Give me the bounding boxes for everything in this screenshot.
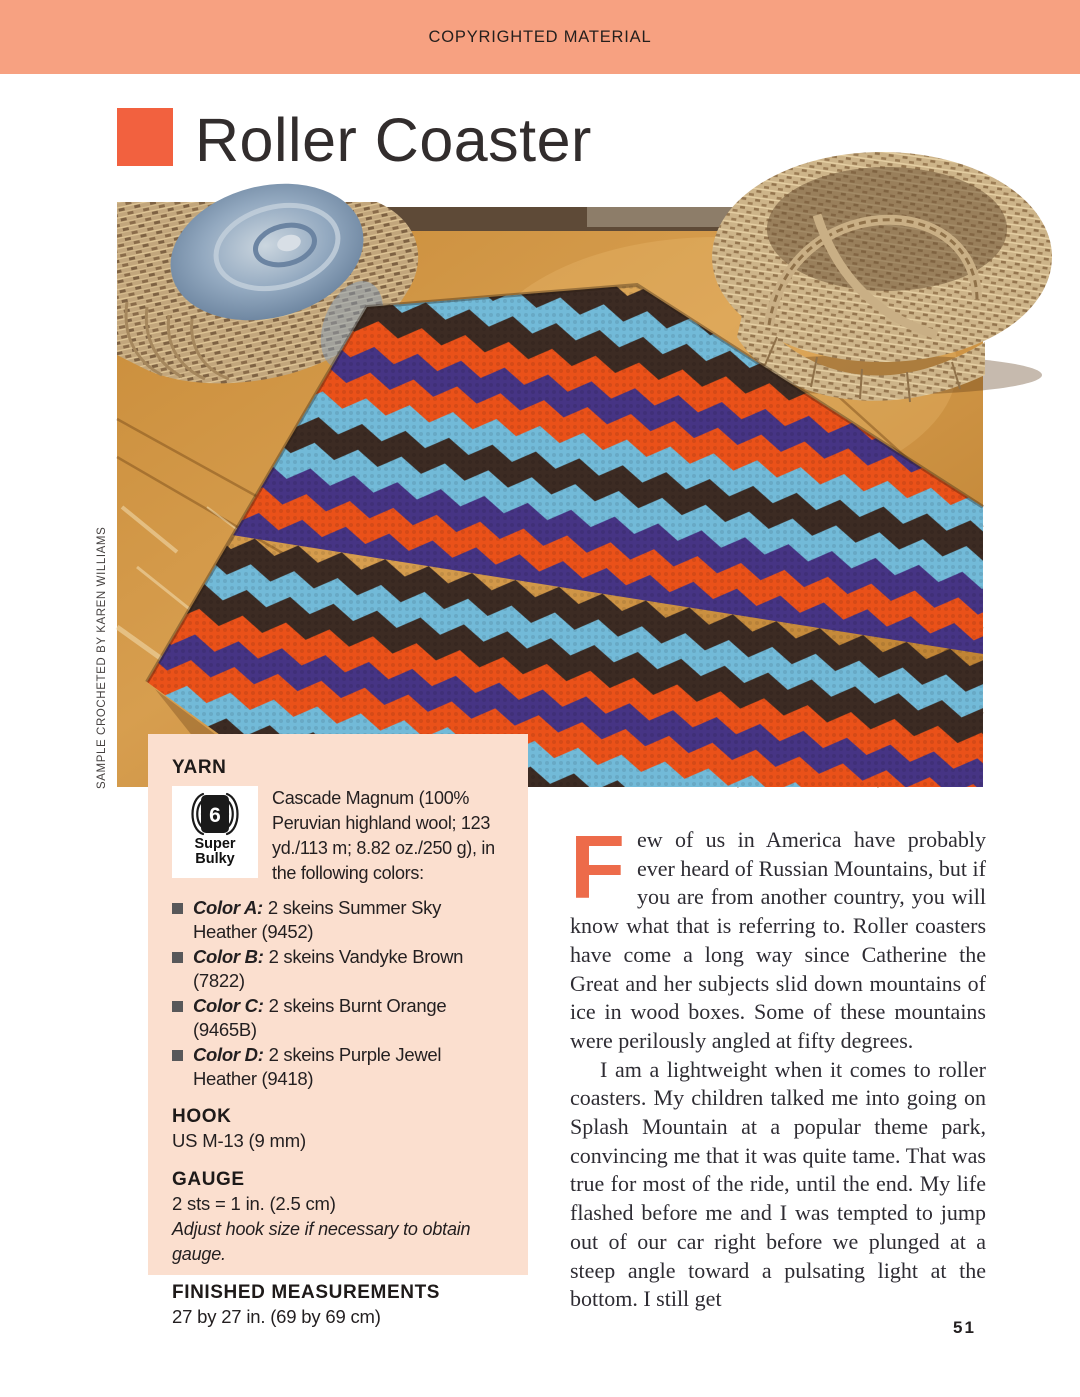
finished-measurements-heading: FINISHED MEASUREMENTS <box>172 1282 441 1303</box>
yarn-skein-icon <box>183 791 247 837</box>
chapter-title-row <box>117 106 592 174</box>
square-bullet-icon <box>172 1001 183 1012</box>
yarn-color-list <box>172 896 502 1091</box>
svg-text:6: 6 <box>209 804 221 827</box>
square-bullet-icon <box>172 952 183 963</box>
project-photo <box>117 207 983 787</box>
photo-credit: SAMPLE CROCHETED BY KAREN WILLIAMS <box>96 526 108 789</box>
gauge-text: 2 sts = 1 in. (2.5 cm) <box>172 1193 336 1214</box>
square-bullet-icon <box>172 1050 183 1061</box>
accent-square <box>117 108 173 166</box>
list-item: Color B: 2 skeins Vandyke Brown (7822) <box>172 945 502 993</box>
yarn-weight-label: Super Bulky <box>194 836 236 868</box>
page-title: Roller Coaster <box>195 106 592 174</box>
list-item: Color A: 2 skeins Summer Sky Heather (9452) <box>172 896 502 944</box>
pattern-info-box <box>148 734 528 1327</box>
photo-illustration <box>117 207 983 787</box>
hook-text: US M-13 (9 mm) <box>172 1130 306 1151</box>
hook-section <box>172 1106 502 1154</box>
gauge-section <box>172 1169 502 1267</box>
drop-cap: F <box>570 818 625 918</box>
hook-heading: HOOK <box>172 1106 232 1127</box>
gauge-heading: GAUGE <box>172 1169 245 1190</box>
finished-measurements-section <box>172 1282 502 1330</box>
gauge-note: Adjust hook size if necessary to obtain gauge. <box>172 1219 471 1264</box>
yarn-heading: YARN <box>172 757 227 778</box>
copyright-banner <box>0 0 1080 74</box>
list-item: Color C: 2 skeins Burnt Orange (9465B) <box>172 994 502 1042</box>
page-number: 51 <box>953 1318 976 1337</box>
paragraph: I am a lightweight when it comes to roller coasters. My children talked me into going on Splash Mountain at a popular theme park, convincing me that it was quite tame. That was true for most of the ride, until the end. My life flashed before me and I was tempted to jump out of our car right before we plunged at a steep angle toward a pulsating light at the bottom. I still get <box>570 1056 986 1312</box>
square-bullet-icon <box>172 903 183 914</box>
yarn-description: Cascade Magnum (100% Peruvian highland wool; 123 yd./113 m; 8.82 oz./250 g), in the following colors: <box>272 788 495 883</box>
body-text-column <box>570 818 986 1314</box>
paragraph: Few of us in America have probably ever heard of Russian Mountains, but if you are from another country, you will know what that is referring to. Roller coasters have come a long way since Catherine the Great and her subjects slid down mountains of ice in wood boxes. Some of these mountains were perilously angled at fifty degrees. <box>570 818 986 1053</box>
copyright-banner-text: COPYRIGHTED MATERIAL <box>428 27 652 46</box>
yarn-row <box>172 782 502 886</box>
yarn-weight-symbol <box>172 786 258 878</box>
finished-measurements-text: 27 by 27 in. (69 by 69 cm) <box>172 1306 381 1327</box>
list-item: Color D: 2 skeins Purple Jewel Heather (9418) <box>172 1043 502 1091</box>
